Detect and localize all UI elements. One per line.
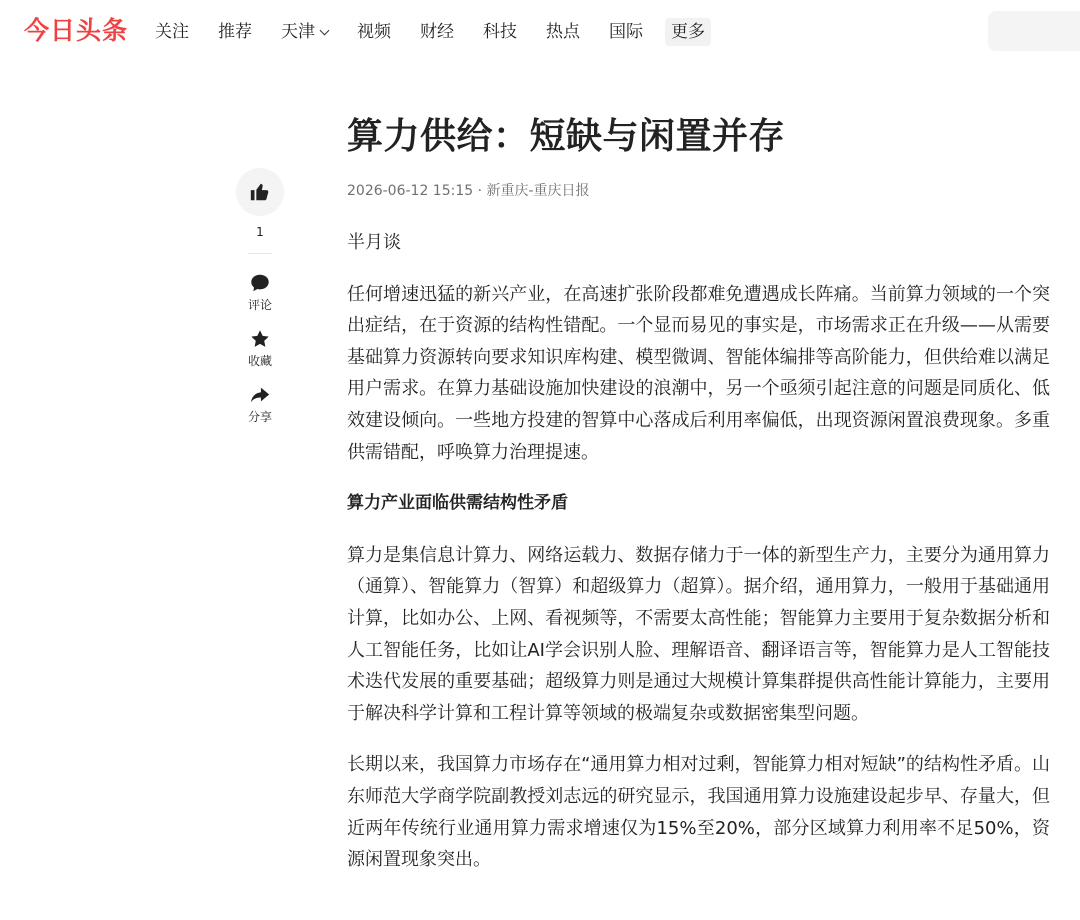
nav-item-city[interactable] <box>274 18 335 46</box>
thumbs-up-icon <box>249 181 271 203</box>
share-arrow-icon <box>249 384 271 406</box>
share-button[interactable] <box>236 384 284 424</box>
search-input[interactable] <box>988 11 1080 51</box>
chevron-down-icon <box>320 25 330 35</box>
comment-bubble-icon <box>249 272 271 294</box>
article-paragraph: 算力是集信息计算力、网络运载力、数据存储力于一体的新型生产力，主要分为通用算力（通算）、智能算力（智算）和超级算力（超算）。据介绍，通用算力，一般用于基础通用计算，比如办公、上网、看视频等，不需要太高性能；智能算力主要用于复杂数据分析和人工智能任务，比如让AI学会识别人脸、理解语音、翻译语言等，智能算力是人工智能技术迭代发展的重要基础；超级算力则是通过大规模计算集群提供高性能计算能力，主要用于解决科学计算和工程计算等领域的极端复杂或数据密集型问题。 <box>347 544 1050 724</box>
nav-item-label: 国际 <box>609 22 643 42</box>
like-count: 1 <box>256 225 264 239</box>
nav-item-finance[interactable] <box>413 18 461 46</box>
article-paragraph: 半月谈 <box>347 232 401 253</box>
like-button[interactable] <box>236 168 284 216</box>
article-paragraph: 长期以来，我国算力市场存在“通用算力相对过剩，智能算力相对短缺”的结构性矛盾。山东师范大学商学院副教授刘志远的研究显示，我国通用算力设施建设起步早、存量大，但近两年传统行业通用算力需求增速仅为15%至20%，部分区域算力利用率不足50%，资源闲置现象突出。 <box>347 754 1050 871</box>
nav-item-label: 关注 <box>155 22 189 42</box>
favorite-button[interactable] <box>236 328 284 368</box>
nav-item-tech[interactable] <box>476 18 524 46</box>
nav-item-label: 财经 <box>420 22 454 42</box>
favorite-label: 收藏 <box>247 354 272 368</box>
nav-item-more[interactable] <box>665 18 711 46</box>
article <box>347 112 1050 896</box>
share-label: 分享 <box>247 410 272 424</box>
comment-label: 评论 <box>247 298 272 312</box>
nav-item-follow[interactable] <box>148 18 196 46</box>
article-meta: 2026-06-12 15:15 · 新重庆-重庆日报 <box>347 183 590 199</box>
nav-item-recommend[interactable] <box>211 18 259 46</box>
nav-item-label: 推荐 <box>218 22 252 42</box>
star-icon <box>249 328 271 350</box>
nav-item-label: 热点 <box>546 22 580 42</box>
article-title: 算力供给：短缺与闲置并存 <box>347 116 786 157</box>
article-paragraph: 任何增速迅猛的新兴产业，在高速扩张阶段都难免遭遇成长阵痛。当前算力领域的一个突出症结，在于资源的结构性错配。一个显而易见的事实是，市场需求正在升级——从需要基础算力资源转向要求知识库构建、模型微调、智能体编排等高阶能力，但供给难以满足用户需求。在算力基础设施加快建设的浪潮中，另一个亟须引起注意的问题是同质化、低效建设倾向。一些地方投建的智算中心落成后利用率偏低，出现资源闲置浪费现象。多重供需错配，呼唤算力治理提速。 <box>347 283 1050 463</box>
top-header <box>0 0 1080 64</box>
rail-divider <box>248 253 272 254</box>
nav-item-label: 天津 <box>281 22 315 42</box>
article-action-rail <box>236 168 284 440</box>
section-heading: 算力产业面临供需结构性矛盾 <box>347 493 568 514</box>
nav-item-label: 更多 <box>671 22 705 42</box>
article-body <box>347 227 1050 876</box>
nav-item-label: 科技 <box>483 22 517 42</box>
channel-nav <box>148 18 726 46</box>
nav-item-international[interactable] <box>602 18 650 46</box>
comment-button[interactable] <box>236 272 284 312</box>
nav-item-label: 视频 <box>357 22 391 42</box>
site-logo[interactable]: 今日头条 <box>24 16 129 45</box>
nav-item-hot[interactable] <box>539 18 587 46</box>
nav-item-video[interactable] <box>350 18 398 46</box>
